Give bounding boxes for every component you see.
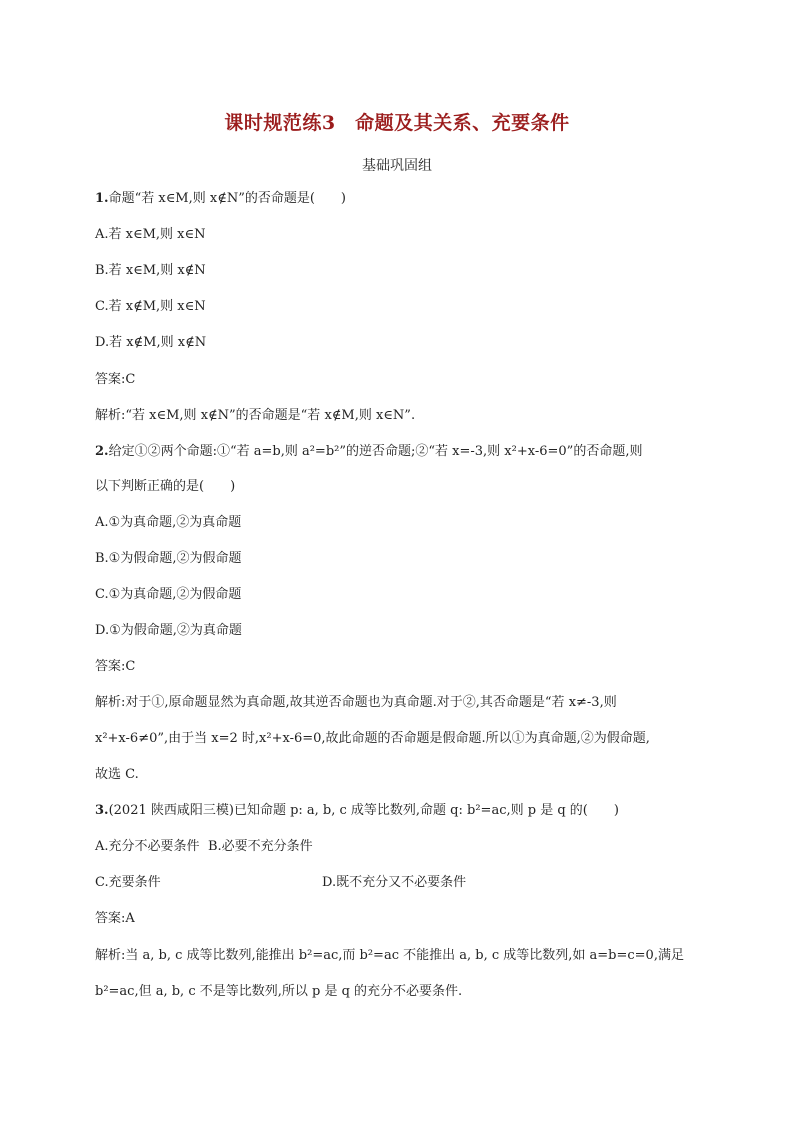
question-3-number: 3.: [95, 803, 109, 818]
question-2-analysis-line1: 解析:对于①,原命题显然为真命题,故其逆否命题也为真命题.对于②,其否命题是“若 x≠-3,则: [95, 695, 617, 710]
question-3-analysis-line2: b²=ac,但 a, b, c 不是等比数列,所以 p 是 q 的充分不必要条件.: [95, 984, 463, 999]
question-3-option-b: B.必要不充分条件: [208, 839, 313, 854]
question-2-stem-line1: [95, 443, 642, 461]
question-1-option-c: C.若 x∉M,则 x∈N: [95, 299, 206, 314]
question-1-answer: 答案:C: [95, 372, 136, 387]
question-2-text: 给定①②两个命题:①“若 a=b,则 a²=b²”的逆否命题;②“若 x=-3,则 x²+x-6=0”的否命题,则: [108, 444, 643, 459]
question-3-option-a: A.充分不必要条件: [95, 839, 200, 854]
question-1-option-d: D.若 x∉M,则 x∉N: [95, 335, 207, 350]
question-2-option-d: D.①为假命题,②为真命题: [95, 623, 242, 638]
question-2-option-a: A.①为真命题,②为真命题: [95, 515, 242, 530]
question-1-text: 命题“若 x∈M,则 x∉N”的否命题是( ): [108, 191, 347, 206]
question-3-option-d: D.既不充分又不必要条件: [322, 875, 467, 890]
section-title: 基础巩固组: [362, 158, 432, 174]
question-2-analysis-line2: x²+x-6≠0”,由于当 x=2 时,x²+x-6=0,故此命题的否命题是假命题.所以①为真命题,②为假命题,: [95, 731, 650, 746]
question-2-answer: 答案:C: [95, 659, 136, 674]
question-2-stem-line2: 以下判断正确的是( ): [95, 479, 236, 494]
question-3-analysis-line1: 解析:当 a, b, c 成等比数列,能推出 b²=ac,而 b²=ac 不能推出 a, b, c 成等比数列,如 a=b=c=0,满足: [95, 948, 684, 963]
question-1-analysis: 解析:“若 x∈M,则 x∉N”的否命题是“若 x∉M,则 x∈N”.: [95, 408, 416, 423]
question-2-number: 2.: [95, 444, 109, 459]
question-1-stem: [95, 190, 346, 208]
question-2-analysis-line3: 故选 C.: [95, 767, 139, 782]
question-2-option-c: C.①为真命题,②为假命题: [95, 587, 242, 602]
question-1-option-a: A.若 x∈M,则 x∈N: [95, 227, 206, 242]
question-3-answer: 答案:A: [95, 911, 135, 926]
question-3-text: (2021 陕西咸阳三模)已知命题 p: a, b, c 成等比数列,命题 q: b²=ac,则 p 是 q 的( ): [108, 803, 619, 818]
question-2-option-b: B.①为假命题,②为假命题: [95, 551, 242, 566]
question-3-stem: [95, 802, 619, 820]
question-1-number: 1.: [95, 191, 109, 206]
question-3-option-c: C.充要条件: [95, 875, 161, 890]
page-title: 课时规范练3 命题及其关系、充要条件: [224, 112, 570, 134]
question-1-option-b: B.若 x∈M,则 x∉N: [95, 263, 206, 278]
